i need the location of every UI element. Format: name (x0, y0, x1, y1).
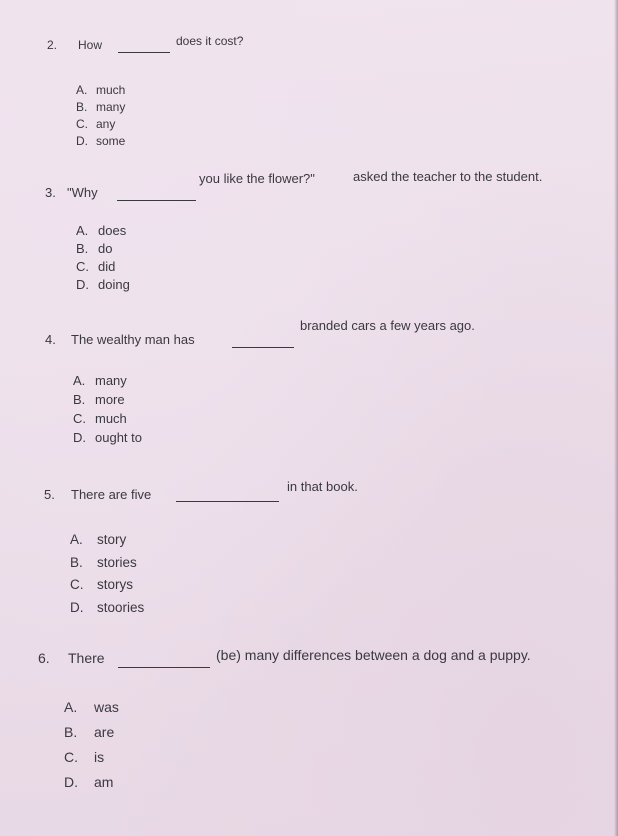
option-letter: A. (64, 699, 78, 715)
option-letter: D. (76, 277, 89, 292)
option-text: much (95, 411, 127, 426)
option-c (73, 409, 142, 428)
option-text: many (96, 100, 126, 114)
option-b (73, 390, 142, 409)
option-letter: D. (64, 774, 78, 790)
option-b (76, 240, 130, 258)
option-text: ought to (95, 430, 142, 445)
question-number: 4. (45, 332, 56, 347)
option-c (70, 574, 144, 597)
answer-blank (232, 347, 294, 348)
question-text-after-2: asked the teacher to the student. (353, 169, 543, 184)
option-a (76, 222, 130, 240)
option-text: doing (98, 277, 130, 292)
option-letter: C. (70, 577, 84, 592)
option-text: storys (97, 577, 134, 592)
question-text-after: in that book. (287, 479, 358, 494)
option-text: many (95, 373, 127, 388)
page-edge-shadow (614, 0, 618, 836)
option-letter: A. (70, 532, 83, 547)
option-letter: B. (70, 554, 83, 570)
option-text: much (96, 83, 126, 97)
option-letter: D. (73, 430, 86, 445)
option-list (64, 695, 119, 795)
option-letter: B. (64, 724, 78, 740)
option-c (64, 745, 119, 770)
option-letter: B. (73, 392, 86, 407)
option-letter: C. (73, 411, 86, 426)
question-text-before: "Why (67, 185, 98, 200)
option-b (70, 552, 144, 575)
question-text-after: you like the flower?" (199, 171, 315, 186)
option-a (73, 371, 142, 390)
option-text: was (94, 699, 119, 715)
option-text: stoories (97, 599, 145, 615)
option-a (76, 82, 125, 99)
option-a (70, 529, 144, 552)
answer-blank (118, 52, 170, 53)
question-text-before: How (78, 38, 103, 52)
option-c (76, 116, 125, 133)
option-text: some (96, 134, 126, 148)
question-number: 6. (38, 650, 50, 666)
option-text: did (98, 259, 116, 274)
option-list (76, 222, 130, 294)
option-text: stories (97, 554, 137, 570)
question-number: 2. (47, 38, 58, 52)
option-d (64, 770, 119, 795)
option-letter: A. (73, 373, 86, 388)
option-a (64, 695, 119, 720)
option-text: more (95, 392, 125, 407)
option-letter: C. (76, 259, 89, 274)
option-list (70, 529, 144, 619)
option-text: am (94, 774, 114, 790)
question-text-before: There are five (71, 487, 152, 502)
option-d (70, 597, 144, 620)
question-text-after: (be) many differences between a dog and a puppy. (216, 647, 531, 663)
option-letter: B. (76, 100, 88, 114)
option-list (76, 82, 125, 150)
option-text: any (96, 117, 116, 131)
option-d (76, 133, 125, 150)
option-letter: D. (76, 134, 88, 148)
option-text: are (94, 724, 115, 740)
answer-blank (176, 501, 279, 502)
option-letter: A. (76, 223, 89, 238)
option-c (76, 258, 130, 276)
option-text: is (94, 749, 105, 765)
question-text-after: does it cost? (176, 34, 244, 48)
option-list (73, 371, 142, 447)
option-text: does (98, 223, 127, 238)
question-number: 3. (45, 185, 56, 200)
option-letter: A. (76, 83, 88, 97)
option-b (76, 99, 125, 116)
option-d (73, 428, 142, 447)
question-text-before: The wealthy man has (71, 332, 195, 347)
option-text: story (97, 532, 127, 547)
option-letter: C. (76, 117, 88, 131)
answer-blank (117, 200, 196, 201)
question-text-after: branded cars a few years ago. (300, 318, 475, 333)
option-letter: C. (64, 749, 78, 765)
answer-blank (118, 667, 210, 668)
option-b (64, 720, 119, 745)
option-letter: B. (76, 241, 89, 256)
option-text: do (98, 241, 113, 256)
question-text-before: There (68, 650, 105, 666)
option-d (76, 276, 130, 294)
question-number: 5. (44, 487, 55, 502)
option-letter: D. (70, 599, 84, 615)
